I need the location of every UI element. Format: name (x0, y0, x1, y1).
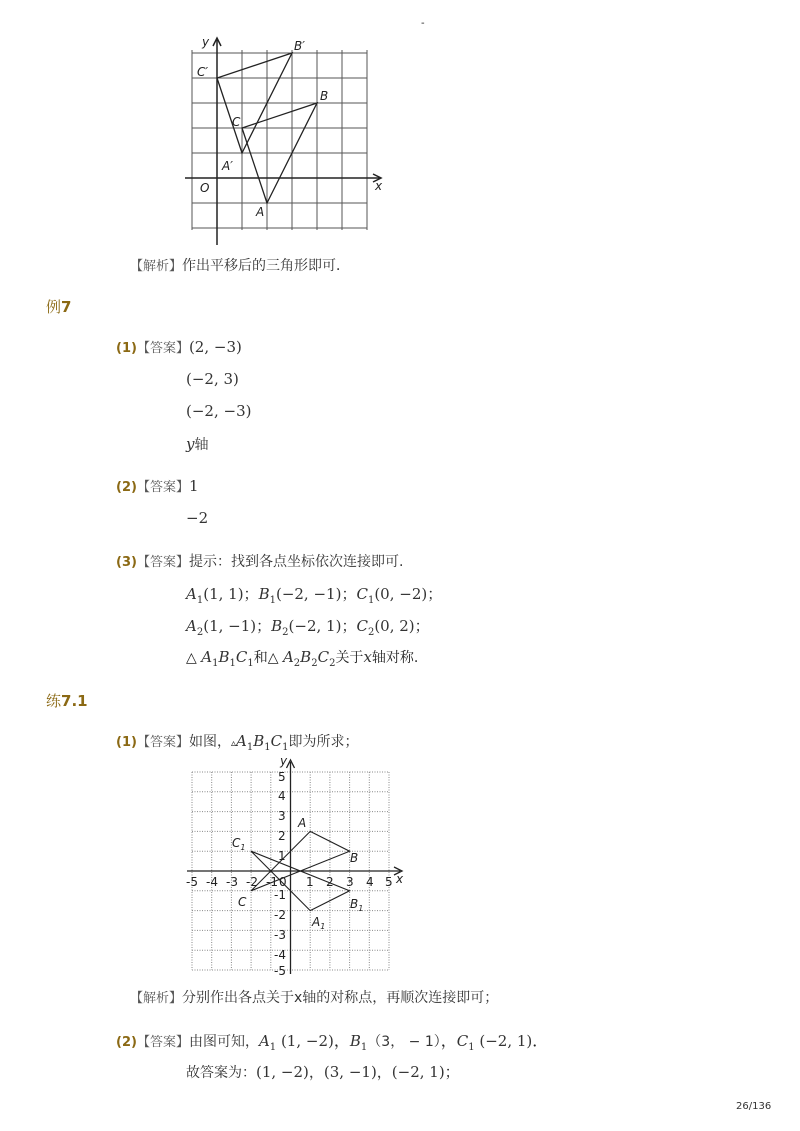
p1-number: (1) (116, 735, 137, 750)
point-c1-label: $C_1$ (232, 836, 246, 852)
analysis-text: 作出平移后的三角形即可． (182, 258, 351, 274)
q3-line-3: △ $A_1B_1C_1$和△ $A_2B_2C_2$关于x轴对称. (186, 648, 419, 669)
point-b-prime-label: B′ (294, 39, 305, 53)
point-b-label: B (350, 851, 359, 865)
c1-coord: (0, −2) (374, 585, 428, 603)
q1-tag: 【答案】 (136, 341, 189, 356)
p1-triangle-symbol: ▵ (230, 738, 236, 749)
q1-axis-text: 轴 (194, 437, 209, 453)
point-b-label: B (320, 89, 329, 103)
x-tick-neg1: -1 (266, 875, 278, 889)
y-tick-5: 5 (278, 770, 286, 784)
p2-answer: (2)【答案】由图可知，$A_1$ (1, −2)，$B_1(3$， − 1），$C_1$ (−2, 1)． (116, 1031, 549, 1053)
y-tick-neg2: -2 (274, 908, 286, 922)
a1-coord: (1, 1) (203, 585, 244, 603)
analysis2-tag: 【解析】 (130, 991, 183, 1006)
p1-tag: 【答案】 (136, 735, 189, 750)
q3-line-1: $A_1(1$, 1)；$B_1(-2$, −1)；$C_1(0$, −2)； (186, 585, 443, 606)
x-tick-0: 0 (279, 875, 287, 889)
triangle-symbol-2: △ (267, 650, 279, 666)
figure2-x-label: x (396, 872, 404, 886)
point-b1-label: $B_1$ (350, 897, 364, 913)
point-c-prime-label: C′ (197, 65, 209, 79)
x-tick-neg3: -3 (226, 875, 238, 889)
y-tick-neg1: -1 (274, 888, 286, 902)
analysis-2 (130, 987, 498, 1007)
p2-line2-pre: 故答案为： (186, 1065, 256, 1081)
q1-answer-1: (2, −3) (188, 338, 242, 356)
x-tick-4: 4 (366, 875, 374, 889)
y-tick-neg4: -4 (274, 948, 286, 962)
sym-post: 轴对称. (371, 650, 419, 666)
figure1-origin-label: O (200, 181, 210, 195)
figure1-x-label: x (375, 179, 383, 193)
x-tick-neg5: -5 (186, 875, 198, 889)
sym-var: x (363, 648, 372, 666)
q1-answer-2: (−2, 3) (186, 370, 239, 388)
analysis-tag: 【解析】 (130, 259, 183, 274)
c2-coord: (0, 2) (374, 617, 415, 635)
b2-coord: (−2, 1) (288, 617, 342, 635)
figure2-y-label: y (280, 754, 288, 768)
x-tick-neg2: -2 (246, 875, 258, 889)
p2-a-value: (1, −2) (280, 1032, 334, 1050)
p1-post: 即为所求； (288, 734, 359, 750)
p2-tag: 【答案】 (136, 1035, 189, 1050)
p2-number: (2) (116, 1035, 137, 1050)
x-tick-5: 5 (385, 875, 393, 889)
example-number: 7 (61, 298, 72, 316)
y-tick-4: 4 (278, 789, 286, 803)
p1-pre: 如图， (188, 734, 231, 750)
example-prefix: 例 (46, 298, 62, 316)
q2-answer-2: −2 (186, 509, 209, 527)
practice-number: 7.1 (61, 692, 88, 710)
y-tick-2: 2 (278, 829, 286, 843)
q2-answer (116, 476, 199, 495)
page-number: 26/136 (736, 1101, 772, 1112)
p1-answer: (1)【答案】如图，$▵A_1B_1C_1$即为所求； (116, 732, 359, 753)
p2-line-2 (186, 1061, 460, 1082)
point-a-label: A (256, 205, 265, 219)
practice-7-1-heading (46, 690, 88, 711)
q1-number: (1) (116, 341, 137, 356)
q3-number: (3) (116, 555, 137, 570)
y-tick-neg5: -5 (274, 964, 286, 976)
q1-answer-3: (−2, −3) (186, 402, 252, 420)
q2-tag: 【答案】 (136, 480, 189, 495)
and-text: 和 (253, 650, 268, 666)
q1-answer (116, 337, 242, 356)
p2-end: ． (532, 1031, 549, 1050)
p2-b-value: （3， − 1） (367, 1034, 441, 1050)
point-c-label: C (238, 895, 247, 909)
figure1-y-label: y (202, 35, 210, 49)
a2-coord: (1, −1) (203, 617, 257, 635)
b1-coord: (−2, −1) (275, 585, 342, 603)
p2-pre: 由图可知， (188, 1034, 259, 1050)
practice-prefix: 练 (46, 692, 62, 710)
y-tick-3: 3 (278, 809, 286, 823)
x-tick-neg4: -4 (206, 875, 218, 889)
x-tick-1: 1 (306, 875, 314, 889)
q2-number: (2) (116, 480, 137, 495)
y-tick-1: 1 (278, 849, 286, 863)
q3-line-2: $A_2(1$, −1)；$B_2(-2$, 1)；$C_2(0$, 2)； (186, 617, 430, 638)
example-7-heading (46, 296, 71, 317)
point-c-label: C (232, 115, 241, 129)
sym-pre: 关于 (335, 650, 364, 666)
q1-answer-4 (186, 434, 208, 454)
translation-figure (180, 30, 390, 252)
point-a1-label: $A_1$ (312, 915, 326, 931)
q3-answer (116, 551, 403, 571)
p2-line2-values: (1, −2)，(3, −1)，(−2, 1)； (256, 1063, 460, 1081)
point-a-prime-label: A′ (222, 159, 233, 173)
q2-answer-1: 1 (188, 477, 199, 495)
x-tick-3: 3 (346, 875, 354, 889)
analysis-1 (130, 255, 350, 275)
y-tick-neg3: -3 (274, 928, 286, 942)
reflection-figure (182, 754, 407, 976)
p2-c-value: (−2, 1) (479, 1032, 533, 1050)
point-a-label: A (298, 816, 307, 830)
x-tick-2: 2 (326, 875, 334, 889)
q3-tag: 【答案】 (136, 555, 189, 570)
triangle-symbol: △ (186, 650, 197, 666)
q3-hint: 提示：找到各点坐标依次连接即可. (188, 554, 404, 570)
q1-var: y (186, 435, 195, 453)
top-mark: - (421, 18, 425, 29)
analysis2-text: 分别作出各点关于x轴的对称点，再顺次连接即可； (182, 990, 499, 1006)
